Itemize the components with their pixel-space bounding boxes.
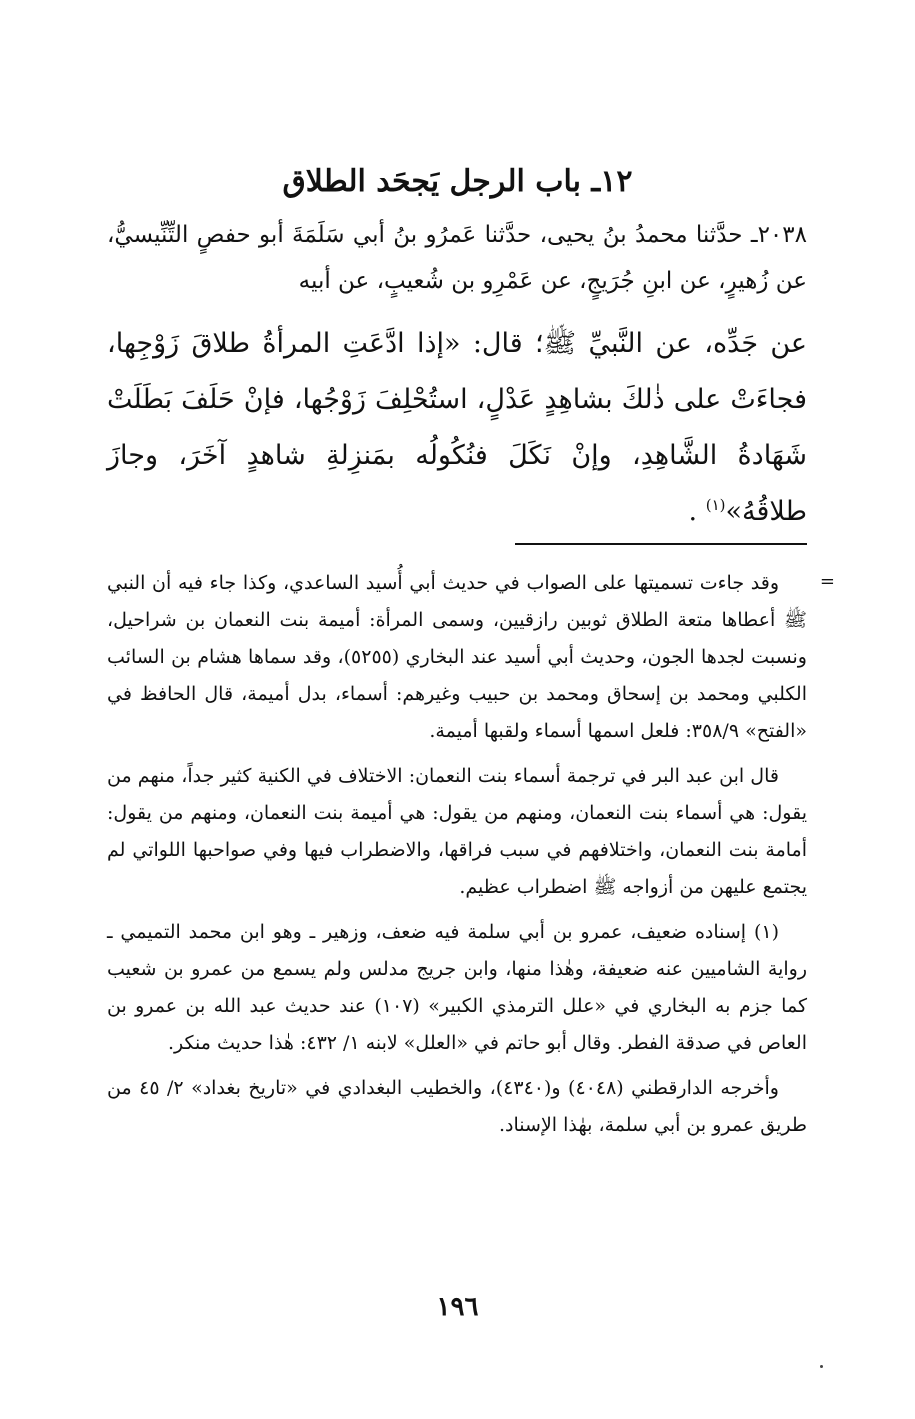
footnote-paragraph: قال ابن عبد البر في ترجمة أسماء بنت النعمان: الاختلاف في الكنية كثير جداً، منهم من يقول: هي أسماء بنت النعمان، ومنهم من يقول: هي أميمة بنت النعمان، ومنهم من يقول: أمامة بنت النعمان، واختلافهم في سبب فراقها، والاضطراب فيها وفي صواحبها اللواتي لم يجتمع عليهن من أزواجه ﷺ اضطراب عظيم.: [107, 765, 807, 898]
page-number: ١٩٦: [436, 1292, 479, 1322]
footnote-divider: [515, 543, 807, 545]
scan-speck: [820, 1365, 823, 1368]
footnote-paragraph: (١) إسناده ضعيف، عمرو بن أبي سلمة فيه ضعف، وزهير ـ وهو ابن محمد التميمي ـ رواية الشاميين عنه ضعيفة، وهٰذا منها، وابن جريج مدلس ولم يسمع من عمرو بن شعيب كما جزم به البخاري في «علل الترمذي الكبير» (١٠٧) عند حديث عبد الله بن عمرو بن العاص في صدقة الفطر. وقال أبو حاتم في «العلل» لابنه ١/ ٤٣٢: هٰذا حديث منكر.: [107, 921, 807, 1054]
hadith-matn-paragraph: [107, 316, 807, 540]
footnote-paragraph: وأخرجه الدارقطني (٤٠٤٨) و(٤٣٤٠)، والخطيب البغدادي في «تاريخ بغداد» ٢/ ٤٥ من طريق عمرو بن أبي سلمة، بهٰذا الإسناد.: [107, 1077, 807, 1136]
footnotes-block: [107, 565, 807, 1152]
hadith-end-mark: .: [688, 496, 698, 527]
chapter-title: ١٢ـ باب الرجل يَجحَد الطلاق: [282, 164, 633, 200]
hadith-matn: عن جَدِّه، عن النَّبيِّ ﷺ؛ قال: «إذا ادَّعَتِ المرأةُ طلاقَ زَوْجِها، فجاءَتْ على ذٰلكَ بشاهِدٍ عَدْلٍ، استُحْلِفَ زَوْجُها، فإنْ حَلَفَ بَطَلَتْ شَهَادةُ الشَّاهِدِ، وإنْ نَكَلَ فنُكُولُه بمَنزِلةِ شاهدٍ آخَرَ، وجازَ طلاقُهُ»: [107, 328, 807, 527]
footnote-paragraph: وقد جاءت تسميتها على الصواب في حديث أبي أُسيد الساعدي، وكذا جاء فيه أن النبي ﷺ أعطاها متعة الطلاق ثوبين رازقيين، وسمى المرأة: أميمة بنت النعمان بن شراحيل، ونسبت لجدها الجون، وحديث أبي أسيد عند البخاري (٥٢٥٥)، وقد سماها هشام بن السائب الكلبي ومحمد بن إسحاق ومحمد بن حبيب وغيرهم: أسماء، بدل أميمة، قال الحافظ في «الفتح» ٣٥٨/٩: فلعل اسمها أسماء ولقبها أميمة.: [107, 572, 807, 742]
footnote-reference[interactable]: (١): [705, 496, 726, 514]
hadith-isnad: ٢٠٣٨ـ حدَّثنا محمدُ بنُ يحيى، حدَّثنا عَمرُو بنُ أبي سَلَمَةَ أبو حفصٍ التِّنِّيسيُّ، عن زُهيرٍ، عن ابنِ جُرَيجٍ، عن عَمْرِو بن شُعيبٍ، عن أبيه: [107, 222, 807, 294]
hadith-block: [107, 212, 807, 540]
footnote-continuation-mark: =: [819, 571, 835, 592]
